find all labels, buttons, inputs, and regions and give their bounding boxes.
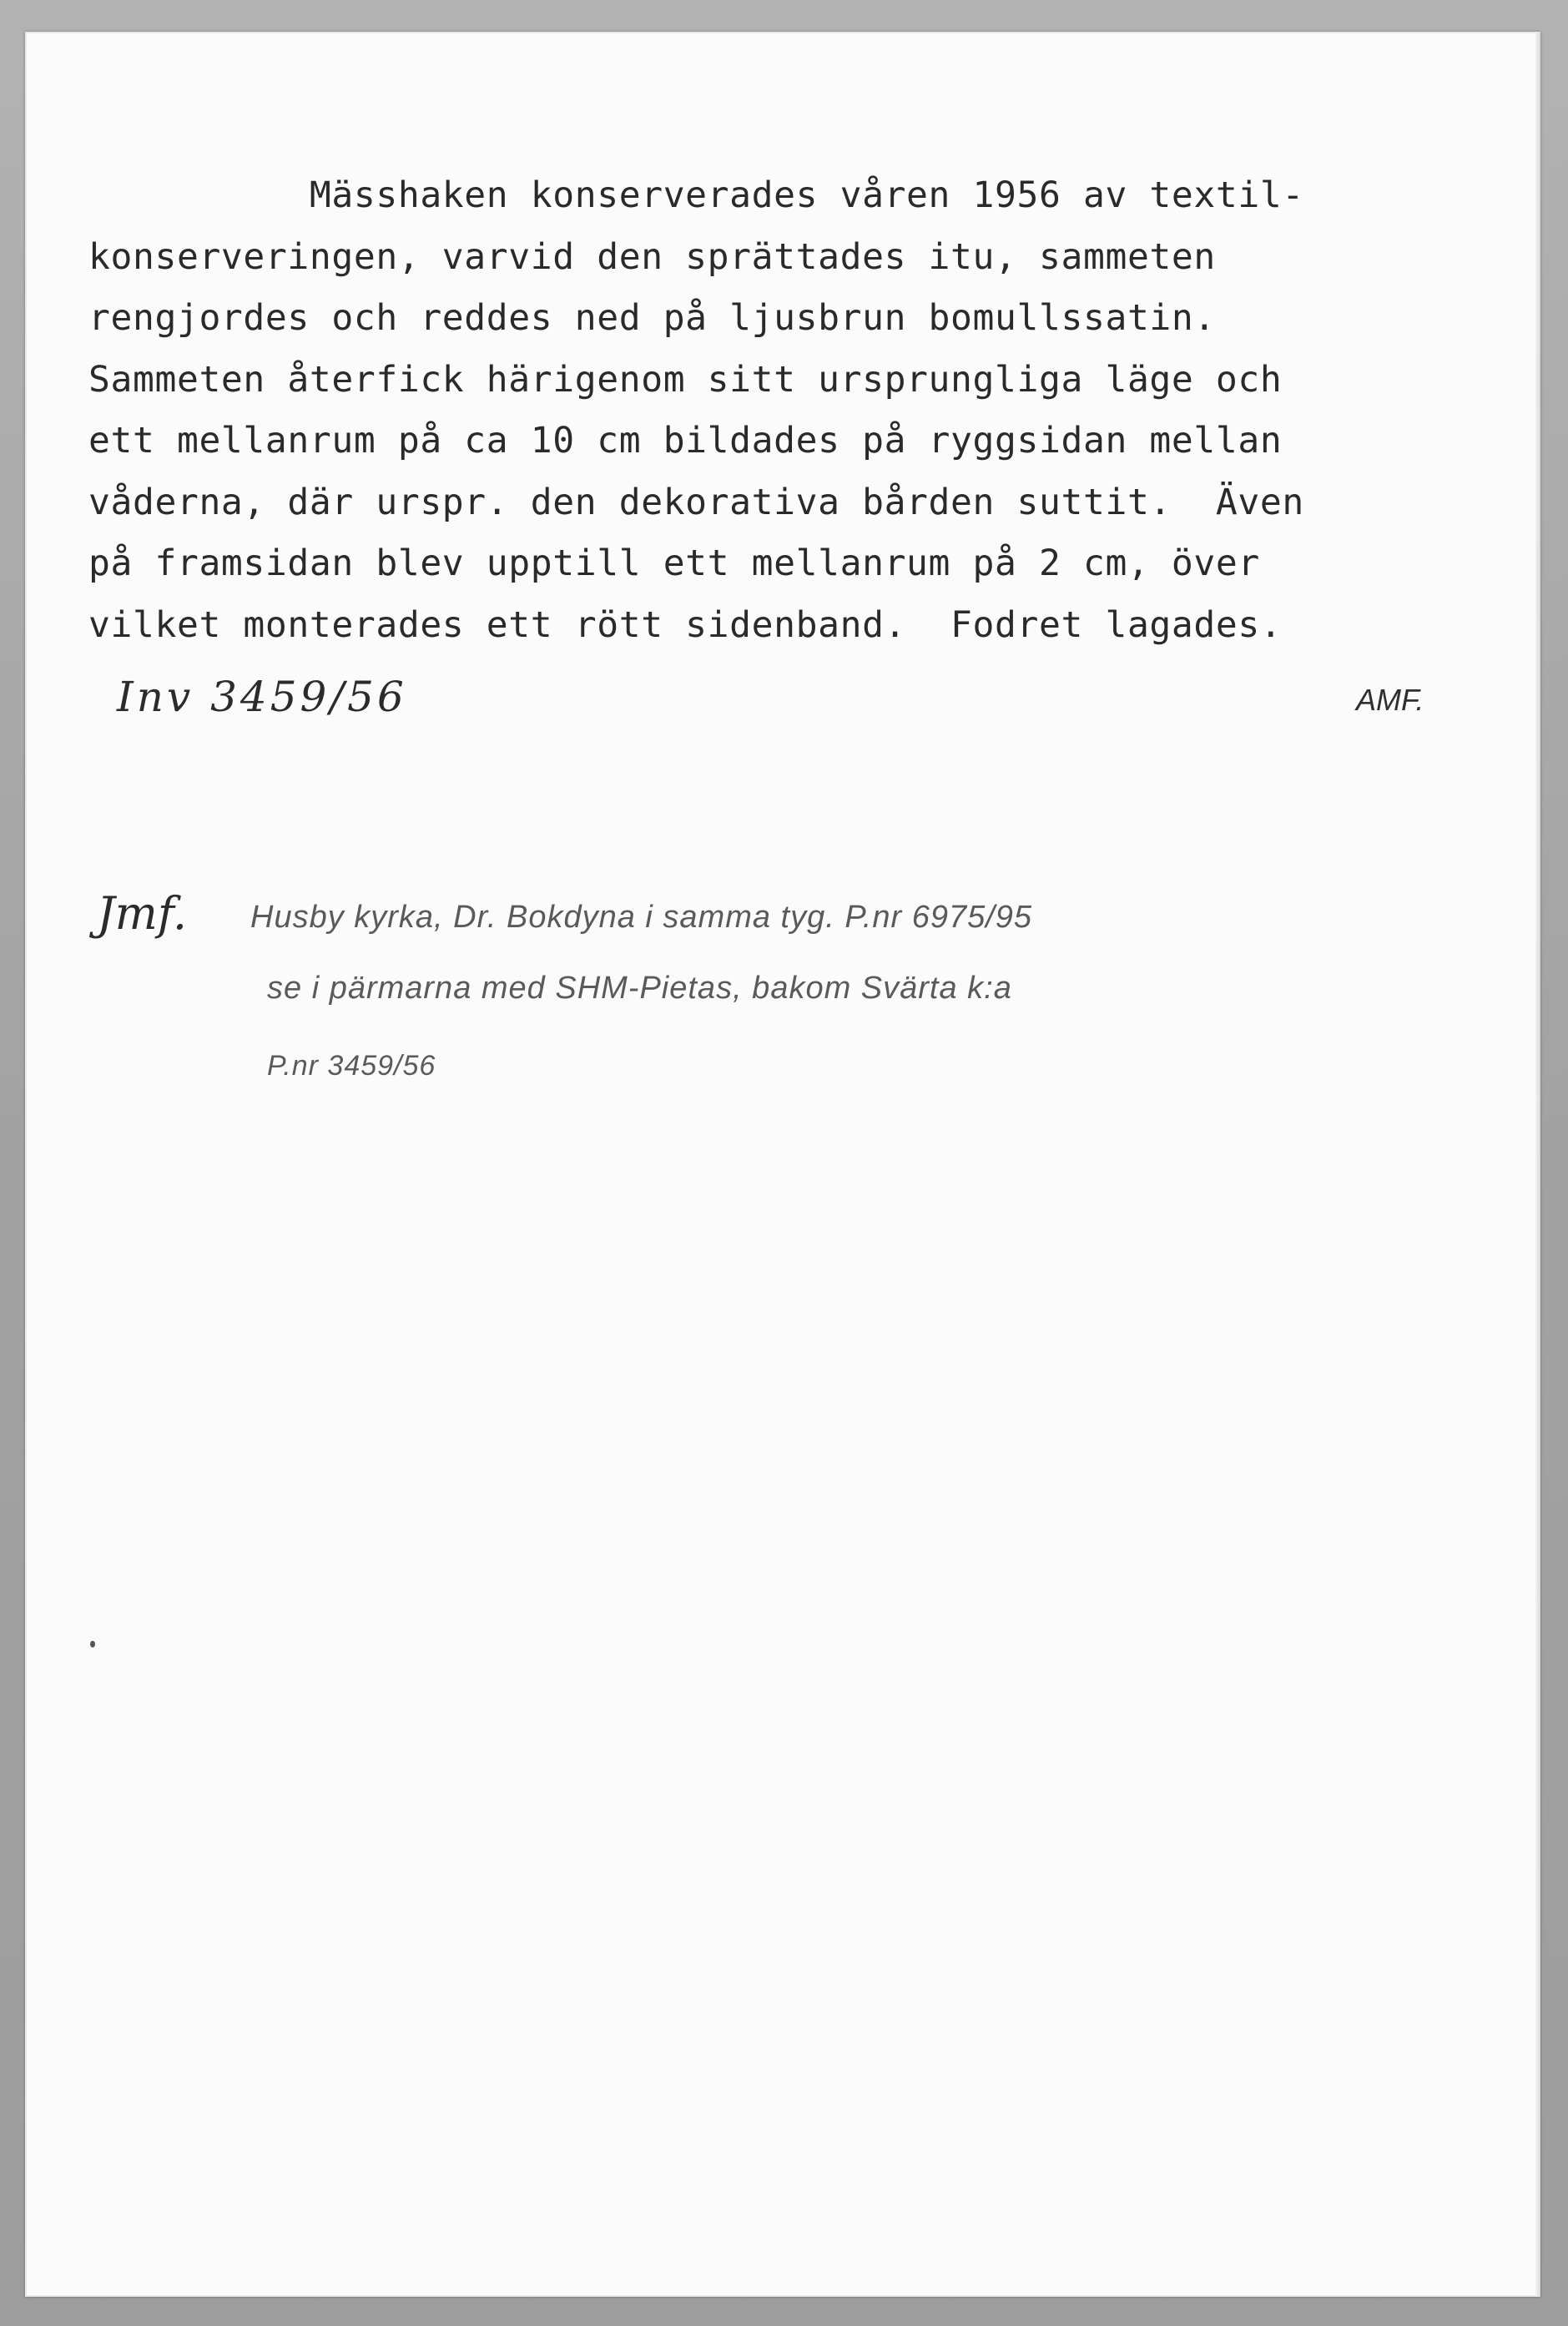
compare-note-prefix: Jmf. bbox=[97, 887, 188, 940]
typed-line: på framsidan blev upptill ett mellanrum på 2 cm, över bbox=[88, 542, 1260, 584]
pencil-note-line: Husby kyrka, Dr. Bokdyna i samma tyg. P.nr 6975/95 bbox=[250, 900, 1033, 935]
signature-initials: AMF. bbox=[1356, 683, 1424, 717]
typed-line: Sammeten återfick härigenom sitt ursprungliga läge och bbox=[88, 358, 1283, 401]
typed-line: rengjordes och reddes ned på ljusbrun bomullssatin. bbox=[88, 297, 1216, 339]
pencil-note-line: se i pärmarna med SHM-Pietas, bakom Svärta k:a bbox=[267, 971, 1012, 1006]
typed-line: våderna, där urspr. den dekorativa bården suttit. Även bbox=[88, 481, 1304, 523]
archive-card bbox=[25, 32, 1540, 2297]
inventory-number-handwritten: Inv 3459/56 bbox=[117, 673, 407, 721]
typed-line: ett mellanrum på ca 10 cm bildades på ryggsidan mellan bbox=[88, 420, 1283, 462]
typed-paragraph bbox=[88, 165, 1540, 656]
pencil-note-line: P.nr 3459/56 bbox=[267, 1050, 436, 1082]
typed-line: Mässhaken konserverades våren 1956 av textil- bbox=[88, 174, 1304, 216]
typed-line: vilket monterades ett rött sidenband. Fodret lagades. bbox=[88, 603, 1283, 646]
typed-line: konserveringen, varvid den sprättades itu, sammeten bbox=[88, 235, 1216, 278]
ink-speck bbox=[90, 1641, 95, 1647]
